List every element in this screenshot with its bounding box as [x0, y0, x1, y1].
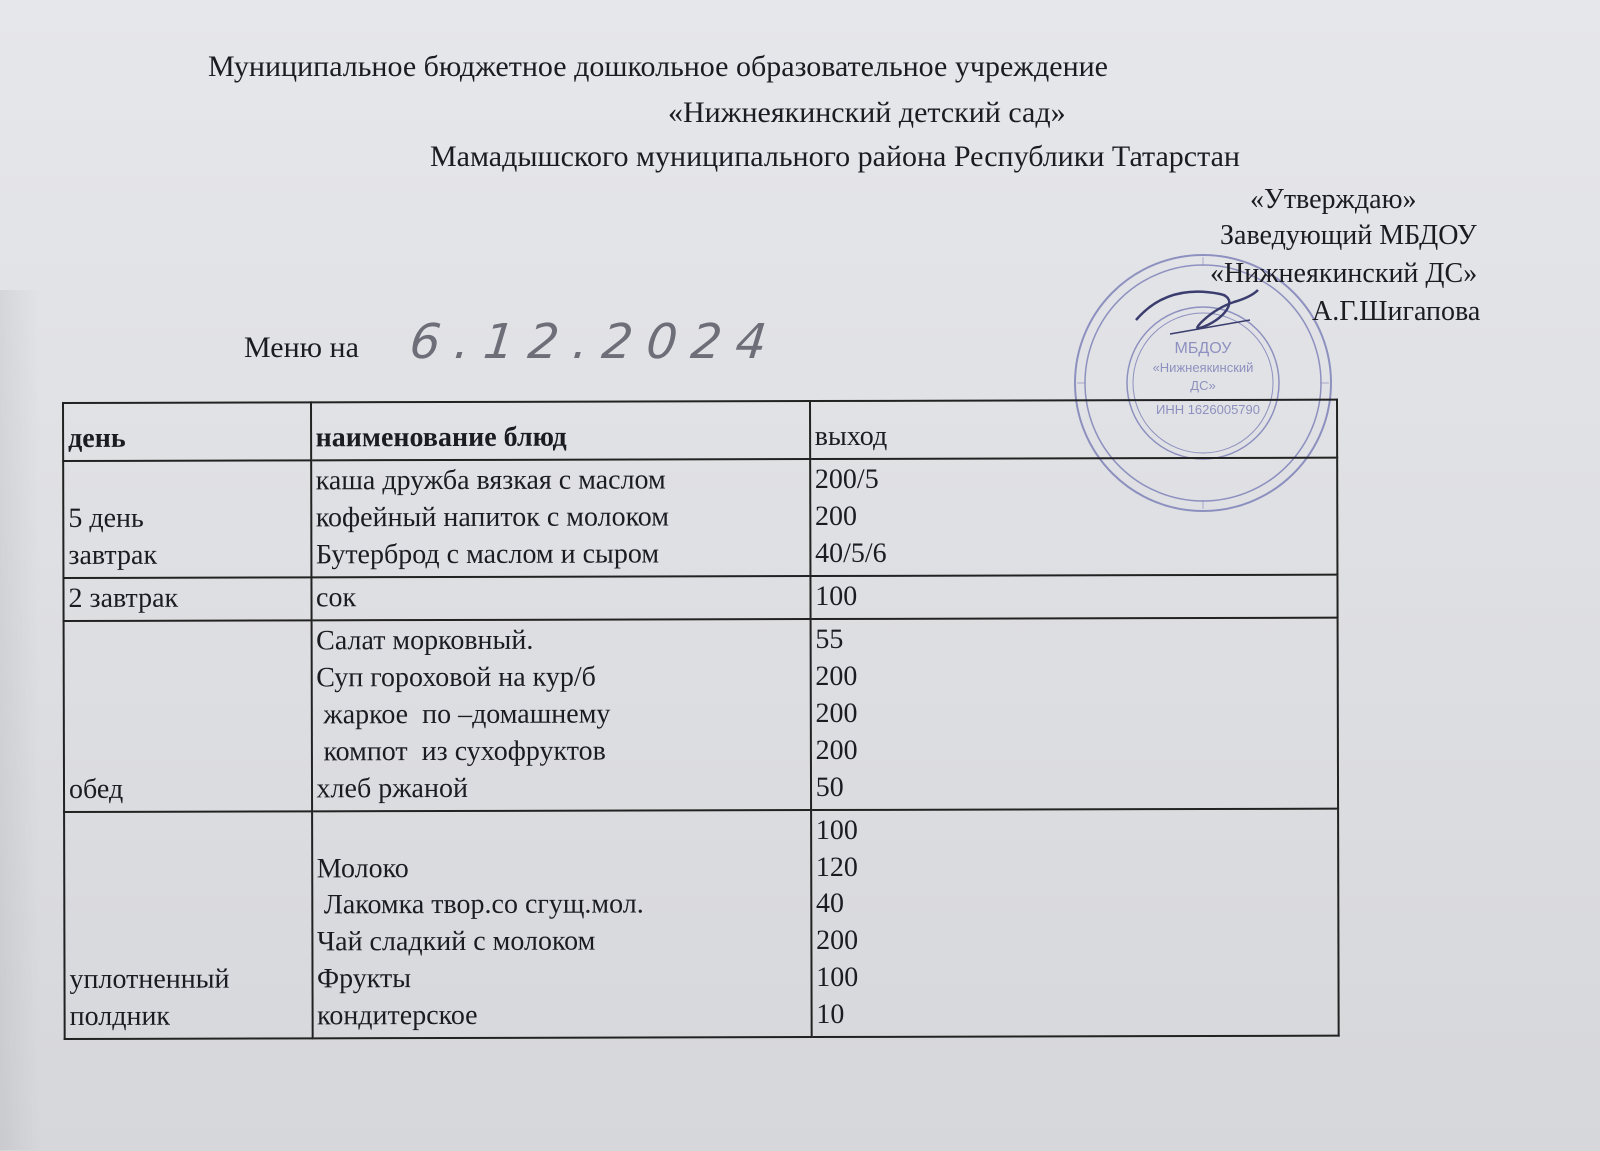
- dish-item: Бутерброд с маслом и сыром: [315, 538, 660, 571]
- day-cell: [64, 620, 312, 811]
- day-line: обед: [68, 773, 124, 805]
- dish-item: Суп гороховой на кур/б: [316, 661, 596, 694]
- output-value: 200: [815, 697, 858, 729]
- table-header-row: [63, 400, 1337, 461]
- dish-item: сок: [315, 582, 357, 614]
- day-cell: [63, 460, 311, 578]
- output-value: 200: [816, 925, 859, 957]
- dish-item: компот из сухофруктов: [316, 735, 606, 768]
- day-line: уплотненный: [69, 963, 230, 996]
- output-value: 200: [815, 734, 858, 766]
- header-dish-name: наименование блюд: [311, 401, 810, 460]
- handwritten-signature: [1130, 280, 1260, 340]
- paper-shadow: [0, 290, 40, 1150]
- stamp-inn: ИНН 1626005790: [1155, 402, 1261, 417]
- output-value: 50: [815, 771, 844, 803]
- dish-item: Фрукты: [316, 963, 412, 995]
- institution-name: Муниципальное бюджетное дошкольное образовательное учреждение: [208, 50, 1108, 83]
- dish-item: кофейный напиток с молоком: [315, 501, 669, 534]
- day-line: завтрак: [68, 539, 158, 571]
- output-value: 55: [815, 623, 844, 655]
- output-value: 200: [814, 500, 858, 532]
- dish-item: Чай сладкий с молоком: [316, 926, 596, 958]
- day-cell: [63, 577, 311, 621]
- stamp-center-line-2: «Нижнеякинский: [1152, 360, 1254, 375]
- dishes-cell: [311, 459, 810, 577]
- dish-item: Лакомка твор.со сгущ.мол.: [316, 888, 644, 921]
- stamp-center-line-3: ДС»: [1190, 378, 1216, 393]
- dish-item: жаркое по –домашнему: [316, 698, 611, 731]
- table-row-afternoon-snack: [64, 808, 1339, 1039]
- header-day: день: [63, 402, 311, 461]
- stamp-center-line-1: МБДОУ: [1174, 340, 1232, 357]
- output-cell: [810, 575, 1337, 619]
- dish-item: кондитерское: [317, 1000, 478, 1032]
- output-cell: [811, 808, 1339, 1037]
- output-value: 10: [816, 999, 845, 1031]
- output-value: 100: [815, 814, 858, 846]
- table-row-second-breakfast: [63, 575, 1337, 621]
- output-value: 40/5/6: [815, 537, 887, 569]
- dishes-cell: [311, 619, 811, 811]
- dish-item: хлеб ржаной: [316, 772, 468, 804]
- output-value: 100: [815, 580, 858, 612]
- output-value: 200: [815, 660, 858, 692]
- dishes-cell: [312, 810, 812, 1039]
- output-value: 120: [815, 851, 858, 883]
- output-cell: [810, 458, 1338, 576]
- approval-position: Заведующий МБДОУ: [1220, 220, 1477, 251]
- approval-title: «Утверждаю»: [1250, 184, 1417, 215]
- menu-table: [62, 399, 1340, 1041]
- output-value: 200/5: [814, 463, 879, 496]
- day-line: полдник: [69, 1001, 171, 1033]
- output-value: 40: [815, 888, 845, 920]
- approval-organization: «Нижнеякинский ДС»: [1210, 258, 1478, 289]
- day-line: 2 завтрак: [68, 582, 179, 614]
- menu-date-handwritten: 6.12.2024: [407, 314, 784, 370]
- header-output: выход: [810, 400, 1337, 459]
- output-value: 100: [816, 962, 859, 994]
- day-line: 5 день: [68, 502, 144, 534]
- table-row-lunch: [64, 617, 1338, 811]
- dishes-cell: [311, 576, 810, 620]
- kindergarten-name: «Нижнеякинский детский сад»: [668, 96, 1066, 129]
- dish-item: каша дружба вязкая с маслом: [315, 464, 666, 497]
- menu-label: Меню на: [244, 331, 359, 364]
- approval-signatory: А.Г.Шигапова: [1312, 296, 1481, 327]
- day-cell: [64, 811, 312, 1039]
- output-cell: [810, 617, 1338, 809]
- table-row-breakfast: [63, 458, 1337, 578]
- dish-item: Молоко: [316, 852, 409, 884]
- district-name: Мамадышского муниципального района Республики Татарстан: [430, 140, 1240, 173]
- dish-item: Салат морковный.: [316, 624, 534, 657]
